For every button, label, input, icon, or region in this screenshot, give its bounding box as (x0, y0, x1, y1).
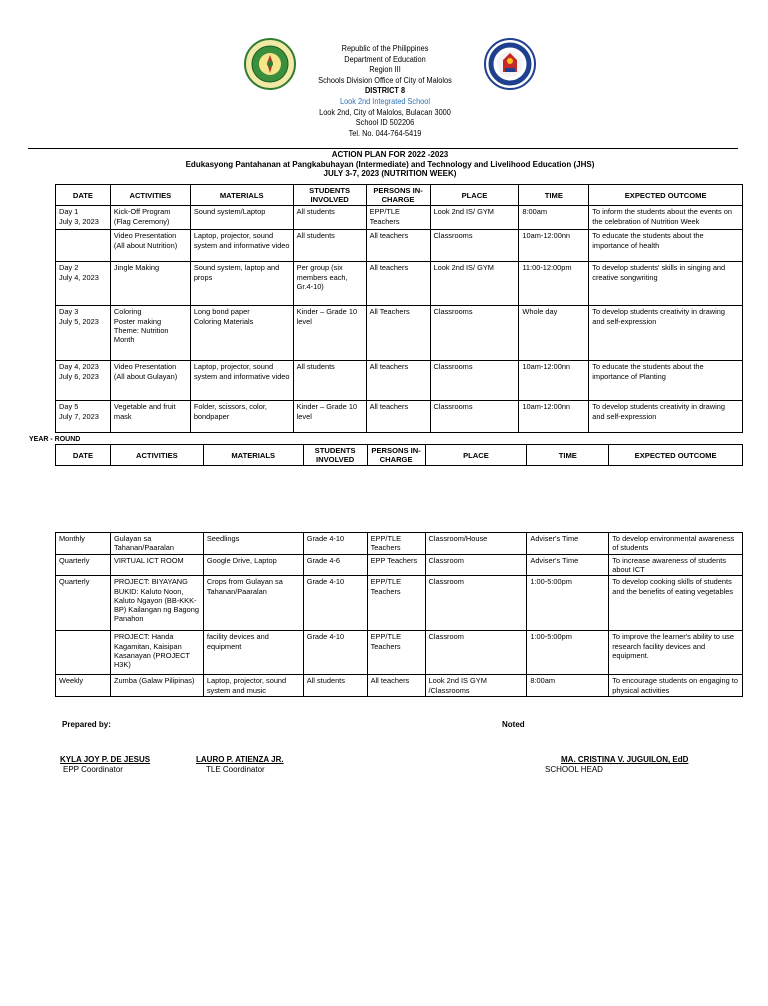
cell-persons: All teachers (366, 361, 430, 401)
cell-materials: Sound system/Laptop (190, 206, 293, 230)
cell-time: 10am-12:00nn (519, 230, 589, 262)
cell-outcome: To encourage students on engaging to physical activities (609, 675, 743, 697)
cell-students: Grade 4-10 (303, 533, 367, 555)
col-date: DATE (56, 445, 111, 466)
cell-materials: Laptop, projector, sound system and informative video (190, 230, 293, 262)
cell-persons: EPP/TLE Teachers (366, 206, 430, 230)
cell-outcome: To develop cooking skills of students and the benefits of eating vegetables (609, 576, 743, 631)
school-name: Look 2nd Integrated School (339, 96, 431, 106)
col-time: TIME (519, 185, 589, 206)
cell-outcome: To increase awareness of students about ICT (609, 555, 743, 576)
signatory-epp (60, 755, 150, 775)
cell-date: Weekly (56, 675, 111, 697)
cell-materials: Laptop, projector, sound system and music (203, 675, 303, 697)
cell-activities: Video Presentation (All about Gulayan) (110, 361, 190, 401)
cell-activities: PROJECT: Handa Kagamitan, Kaisipan Kasanayan (PROJECT H3K) (110, 631, 203, 675)
cell-time: 10am-12:00nn (519, 361, 589, 401)
cell-activities: Video Presentation (All about Nutrition) (110, 230, 190, 262)
cell-place: Look 2nd IS GYM /Classrooms (425, 675, 527, 697)
col-activities: ACTIVITIES (110, 185, 190, 206)
letterhead (252, 44, 519, 139)
cell-time: 10am-12:00nn (519, 401, 589, 433)
col-outcome: EXPECTED OUTCOME (609, 445, 743, 466)
cell-place: Classrooms (430, 361, 519, 401)
cell-outcome: To inform the students about the events on the celebration of Nutrition Week (589, 206, 743, 230)
cell-activities: Gulayan sa Tahanan/Paaralan (110, 533, 203, 555)
region-line: Region III (369, 65, 401, 75)
noted-label: Noted (502, 720, 525, 729)
cell-date: Quarterly (56, 576, 111, 631)
cell-date: Day 2 July 4, 2023 (56, 262, 111, 306)
cell-time: 11:00-12:00pm (519, 262, 589, 306)
year-round-header-table (55, 444, 743, 466)
cell-students: All students (303, 675, 367, 697)
table-row (56, 361, 743, 401)
cell-time: Adviser's Time (527, 555, 609, 576)
col-time: TIME (527, 445, 609, 466)
cell-persons: All teachers (367, 675, 425, 697)
col-persons: PERSONS IN-CHARGE (367, 445, 425, 466)
col-materials: MATERIALS (203, 445, 303, 466)
cell-outcome: To develop students' skills in singing and creative songwriting (589, 262, 743, 306)
signatory-role: TLE Coordinator (206, 765, 265, 774)
nutrition-week-table (55, 184, 743, 433)
signatory-tle (196, 755, 284, 775)
school-address: Look 2nd, City of Malolos, Bulacan 3000 (319, 107, 451, 117)
plan-title: ACTION PLAN FOR 2022 -2023 (331, 150, 449, 159)
cell-materials: facility devices and equipment (203, 631, 303, 675)
year-round-body (56, 533, 743, 697)
district-line: DISTRICT 8 (364, 86, 406, 96)
prepared-by-label: Prepared by: (62, 720, 111, 729)
cell-students: All students (293, 361, 366, 401)
table-header-row (56, 445, 743, 466)
table-row (56, 675, 743, 697)
col-place: PLACE (425, 445, 527, 466)
cell-activities: Kick-Off Program (Flag Ceremony) (110, 206, 190, 230)
col-students: STUDENTS INVOLVED (293, 185, 366, 206)
division-line: Schools Division Office of City of Malolos (318, 75, 452, 85)
cell-time: Whole day (519, 306, 589, 361)
cell-materials: Laptop, projector, sound system and informative video (190, 361, 293, 401)
cell-outcome: To educate the students about the importance of Planting (589, 361, 743, 401)
table-row (56, 206, 743, 230)
cell-place: Classroom/House (425, 533, 527, 555)
cell-place: Look 2nd IS/ GYM (430, 262, 519, 306)
cell-outcome: To improve the learner's ability to use research facility devices and equipment. (609, 631, 743, 675)
cell-outcome: To educate the students about the importance of health (589, 230, 743, 262)
nutrition-week-body (56, 206, 743, 433)
table-row (56, 631, 743, 675)
cell-materials: Seedlings (203, 533, 303, 555)
cell-students: Grade 4-6 (303, 555, 367, 576)
cell-date: Day 5 July 7, 2023 (56, 401, 111, 433)
cell-place: Classrooms (430, 306, 519, 361)
department-line: Department of Education (344, 54, 426, 64)
cell-date (56, 230, 111, 262)
cell-materials: Folder, scissors, color, bondpaper (190, 401, 293, 433)
table-header-row (56, 185, 743, 206)
cell-persons: EPP/TLE Teachers (367, 631, 425, 675)
cell-students: Grade 4-10 (303, 576, 367, 631)
school-id: School ID 502206 (355, 118, 415, 128)
cell-date (56, 631, 111, 675)
plan-date: JULY 3-7, 2023 (NUTRITION WEEK) (323, 169, 457, 178)
cell-activities: Vegetable and fruit mask (110, 401, 190, 433)
cell-time: 1:00-5:00pm (527, 576, 609, 631)
cell-place: Classroom (425, 555, 527, 576)
cell-students: All students (293, 206, 366, 230)
signatory-name: MA. CRISTINA V. JUGUILON, EdD (561, 755, 689, 764)
signatory-name: KYLA JOY P. DE JESUS (60, 755, 151, 764)
cell-materials: Google Drive, Laptop (203, 555, 303, 576)
table-row (56, 262, 743, 306)
cell-place: Classroom (425, 576, 527, 631)
cell-place: Look 2nd IS/ GYM (430, 206, 519, 230)
plan-subject: Edukasyong Pantahanan at Pangkabuhayan (Intermediate) and Technology and Livelihood Education (JHS) (185, 159, 595, 169)
col-outcome: EXPECTED OUTCOME (589, 185, 743, 206)
signatory-name: LAURO P. ATIENZA JR. (196, 755, 284, 764)
cell-place: Classroom (425, 631, 527, 675)
cell-materials: Crops from Gulayan sa Tahanan/Paaralan (203, 576, 303, 631)
cell-activities: Coloring Poster making Theme: Nutrition Month (110, 306, 190, 361)
cell-time: 8:00am (519, 206, 589, 230)
cell-activities: VIRTUAL ICT ROOM (110, 555, 203, 576)
cell-place: Classrooms (430, 401, 519, 433)
cell-outcome: To develop students creativity in drawing and self-expression (589, 401, 743, 433)
cell-persons: EPP Teachers (367, 555, 425, 576)
cell-date: Day 4, 2023 July 6, 2023 (56, 361, 111, 401)
col-place: PLACE (430, 185, 519, 206)
year-round-table (55, 532, 743, 697)
plan-titles (120, 150, 660, 179)
header-divider (28, 148, 738, 149)
cell-time: 8:00am (527, 675, 609, 697)
cell-activities: Jingle Making (110, 262, 190, 306)
cell-date: Day 3 July 5, 2023 (56, 306, 111, 361)
cell-students: Kinder – Grade 10 level (293, 306, 366, 361)
table-row (56, 576, 743, 631)
table-row (56, 401, 743, 433)
cell-activities: PROJECT: BIYAYANG BUKID: Kaluto Noon, Kaluto Ngayon (BB-KKK-BP) Kailangan ng Bagong Panahon (110, 576, 203, 631)
cell-date: Monthly (56, 533, 111, 555)
cell-persons: All teachers (366, 230, 430, 262)
year-round-label: YEAR - ROUND (29, 436, 81, 443)
cell-students: Per group (six members each, Gr.4-10) (293, 262, 366, 306)
cell-materials: Long bond paper Coloring Materials (190, 306, 293, 361)
col-materials: MATERIALS (190, 185, 293, 206)
school-tel: Tel. No. 044-764-5419 (348, 128, 422, 138)
table-row (56, 533, 743, 555)
cell-persons: All teachers (366, 262, 430, 306)
table-row (56, 555, 743, 576)
republic-line: Republic of the Philippines (341, 44, 429, 53)
cell-persons: EPP/TLE Teachers (367, 576, 425, 631)
cell-students: Kinder – Grade 10 level (293, 401, 366, 433)
cell-persons: EPP/TLE Teachers (367, 533, 425, 555)
col-persons: PERSONS IN-CHARGE (366, 185, 430, 206)
cell-time: 1:00-5:00pm (527, 631, 609, 675)
col-activities: ACTIVITIES (110, 445, 203, 466)
cell-students: Grade 4-10 (303, 631, 367, 675)
cell-time: Adviser's Time (527, 533, 609, 555)
table-row (56, 306, 743, 361)
cell-students: All students (293, 230, 366, 262)
signatory-school-head (545, 755, 688, 775)
col-date: DATE (56, 185, 111, 206)
cell-outcome: To develop environmental awareness of students (609, 533, 743, 555)
table-row (56, 230, 743, 262)
cell-date: Quarterly (56, 555, 111, 576)
signatory-role: SCHOOL HEAD (545, 765, 603, 774)
signatory-role: EPP Coordinator (63, 765, 123, 774)
cell-activities: Zumba (Galaw Pilipinas) (110, 675, 203, 697)
cell-place: Classrooms (430, 230, 519, 262)
cell-date: Day 1 July 3, 2023 (56, 206, 111, 230)
cell-persons: All Teachers (366, 306, 430, 361)
col-students: STUDENTS INVOLVED (303, 445, 367, 466)
cell-materials: Sound system, laptop and props (190, 262, 293, 306)
cell-outcome: To develop students creativity in drawing and self-expression (589, 306, 743, 361)
cell-persons: All teachers (366, 401, 430, 433)
